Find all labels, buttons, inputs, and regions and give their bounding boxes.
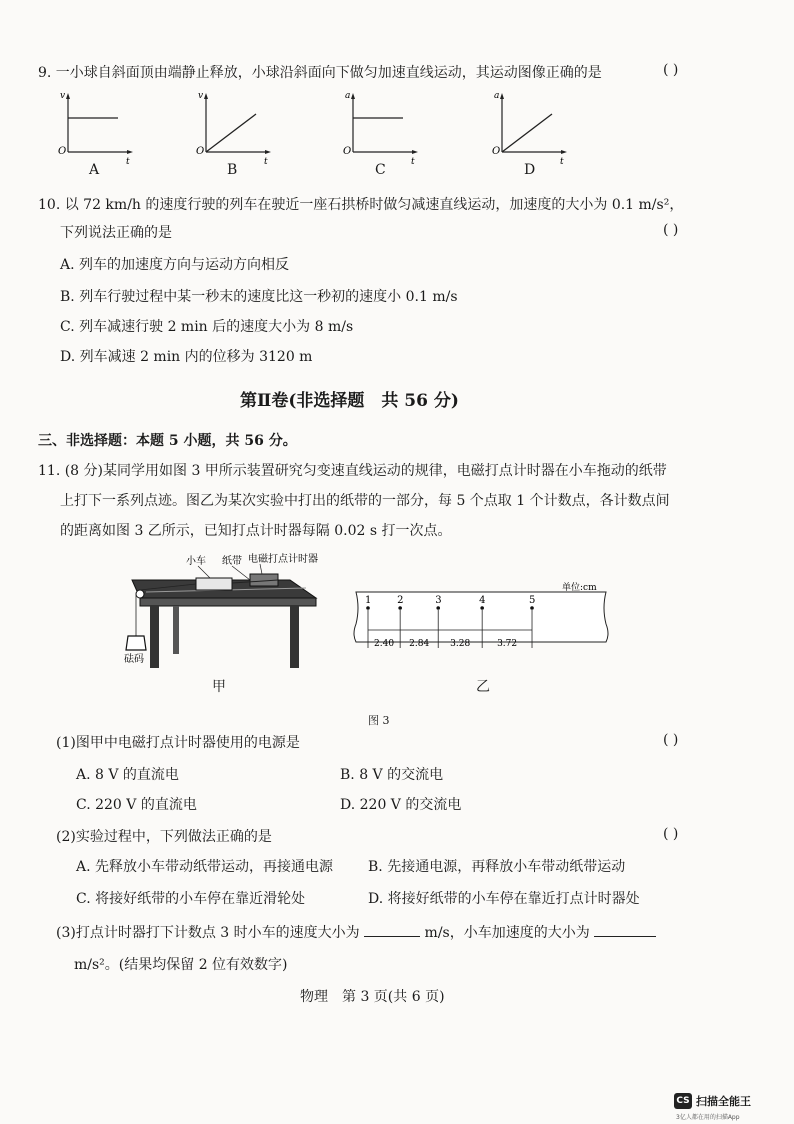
tape-distance-label-2: 2.84 bbox=[409, 639, 430, 649]
cart-block bbox=[196, 578, 232, 590]
q11-sub2-paren: ( ) bbox=[663, 826, 679, 842]
fig-yi-tape bbox=[348, 580, 618, 660]
page-footer: 物理 第 3 页(共 6 页) bbox=[300, 989, 445, 1005]
q9-answer-paren: ( ) bbox=[663, 62, 679, 78]
q11-line2: 上打下一系列点迹。图乙为某次实验中打出的纸带的一部分，每 5 个点取 1 个计数点，各计数点间 bbox=[60, 493, 670, 509]
q11-sub3-part2: m/s，小车加速度的大小为 bbox=[424, 925, 590, 941]
tape-point-3 bbox=[436, 606, 440, 610]
fig-jia-tape-label: 纸带 bbox=[222, 556, 242, 567]
tape-point-1 bbox=[366, 606, 370, 610]
tape-point-label-1: 1 bbox=[365, 595, 372, 606]
tape-distance-label-1: 2.40 bbox=[374, 639, 395, 649]
fig-jia-cart-label: 小车 bbox=[186, 556, 206, 567]
tape-point-4 bbox=[480, 606, 484, 610]
q10-option-a: A. 列车的加速度方向与运动方向相反 bbox=[60, 257, 290, 273]
q9-graph-b-ylabel: v bbox=[198, 91, 204, 101]
q11-sub1-option-d: D. 220 V 的交流电 bbox=[340, 797, 462, 813]
q11-sub1-stem: (1)图甲中电磁打点计时器使用的电源是 bbox=[56, 735, 300, 751]
fig-jia-timer-label: 电磁打点计时器 bbox=[248, 554, 318, 565]
q10-stem-line2: 下列说法正确的是 bbox=[60, 225, 172, 241]
q9-option-c: C bbox=[375, 162, 386, 178]
scanner-logo-icon: CS bbox=[674, 1093, 692, 1109]
section-heading: 三、非选择题：本题 5 小题，共 56 分。 bbox=[38, 433, 297, 449]
fig-yi-caption: 乙 bbox=[476, 679, 490, 695]
q11-sub1-option-b: B. 8 V 的交流电 bbox=[340, 767, 444, 783]
q11-line3: 的距离如图 3 乙所示，已知打点计时器每隔 0.02 s 打一次点。 bbox=[60, 523, 452, 539]
tape-point-2 bbox=[398, 606, 402, 610]
fig-jia-apparatus bbox=[110, 552, 340, 672]
q9-option-d: D bbox=[524, 162, 536, 178]
scanner-app-name: 扫描全能王 bbox=[696, 1095, 751, 1108]
fig-jia-caption: 甲 bbox=[212, 679, 226, 695]
section-title: 第Ⅱ卷(非选择题 共 56 分) bbox=[240, 391, 459, 411]
fig-jia-weight-label: 砝码 bbox=[124, 654, 144, 665]
q9-graph-a bbox=[60, 90, 140, 180]
q9-option-b: B bbox=[227, 162, 238, 178]
q10-option-c: C. 列车减速行驶 2 min 后的速度大小为 8 m/s bbox=[60, 319, 354, 335]
q11-sub3-blank1[interactable] bbox=[364, 922, 420, 937]
q9-graph-d-line bbox=[502, 114, 552, 152]
q9-graph-a-ylabel: v bbox=[60, 91, 66, 101]
q9-graph-b-xlabel: t bbox=[264, 157, 268, 167]
q10-option-b: B. 列车行驶过程中某一秒末的速度比这一秒初的速度小 0.1 m/s bbox=[60, 289, 458, 305]
q11-sub1-option-a: A. 8 V 的直流电 bbox=[76, 767, 179, 783]
q9-stem: 9. 一小球自斜面顶由端静止释放，小球沿斜面向下做匀加速直线运动，其运动图像正确的是 bbox=[38, 65, 602, 81]
q9-graph-d-origin: O bbox=[492, 146, 501, 157]
q11-sub3-line1 bbox=[56, 922, 656, 942]
q9-graph-a-origin: O bbox=[58, 146, 67, 157]
q11-sub3-part1: (3)打点计时器打下计数点 3 时小车的速度大小为 bbox=[56, 925, 360, 941]
tape-point-5 bbox=[530, 606, 534, 610]
q11-sub2-stem: (2)实验过程中，下列做法正确的是 bbox=[56, 829, 272, 845]
q9-graph-b bbox=[198, 90, 278, 180]
q9-graph-c-ylabel: a bbox=[345, 91, 351, 101]
tape-point-label-2: 2 bbox=[397, 595, 404, 606]
q9-graph-b-origin: O bbox=[196, 146, 205, 157]
tape-point-label-5: 5 bbox=[529, 595, 536, 606]
scanner-app-tagline: 3亿人都在用的扫描App bbox=[676, 1114, 740, 1121]
q11-sub2-option-d: D. 将接好纸带的小车停在靠近打点计时器处 bbox=[368, 891, 640, 907]
tape-distance-label-3: 3.28 bbox=[450, 639, 471, 649]
q11-sub3-blank2[interactable] bbox=[594, 922, 656, 937]
q10-stem-line1: 10. 以 72 km/h 的速度行驶的列车在驶近一座石拱桥时做匀减速直线运动，加速度的大小为 0.1 m/s²， bbox=[38, 197, 684, 213]
tape-point-label-4: 4 bbox=[479, 595, 486, 606]
q9-graph-d-ylabel: a bbox=[494, 91, 500, 101]
q11-sub1-paren: ( ) bbox=[663, 732, 679, 748]
figure-caption: 图 3 bbox=[368, 714, 390, 727]
tape-point-label-3: 3 bbox=[435, 595, 442, 606]
q11-sub2-option-c: C. 将接好纸带的小车停在靠近滑轮处 bbox=[76, 891, 306, 907]
tape-distance-label-4: 3.72 bbox=[497, 639, 518, 649]
q10-option-d: D. 列车减速 2 min 内的位移为 3120 m bbox=[60, 349, 313, 365]
q9-graph-a-xlabel: t bbox=[126, 157, 130, 167]
q11-sub3-part3: m/s²。(结果均保留 2 位有效数字) bbox=[74, 957, 288, 973]
fig-yi-unit: 单位:cm bbox=[562, 583, 597, 593]
q9-graph-c-xlabel: t bbox=[411, 157, 415, 167]
q9-graph-b-line bbox=[206, 114, 256, 152]
q11-line1: 11. (8 分)某同学用如图 3 甲所示装置研究匀变速直线运动的规律，电磁打点计时器在小车拖动的纸带 bbox=[38, 463, 667, 479]
q9-graph-d-xlabel: t bbox=[560, 157, 564, 167]
q11-sub2-option-a: A. 先释放小车带动纸带运动，再接通电源 bbox=[76, 859, 334, 875]
weight-block bbox=[126, 636, 146, 650]
q9-option-a: A bbox=[89, 162, 100, 178]
q11-sub2-option-b: B. 先接通电源，再释放小车带动纸带运动 bbox=[368, 859, 626, 875]
q9-graph-c-origin: O bbox=[343, 146, 352, 157]
q10-answer-paren: ( ) bbox=[663, 222, 679, 238]
q11-sub1-option-c: C. 220 V 的直流电 bbox=[76, 797, 197, 813]
